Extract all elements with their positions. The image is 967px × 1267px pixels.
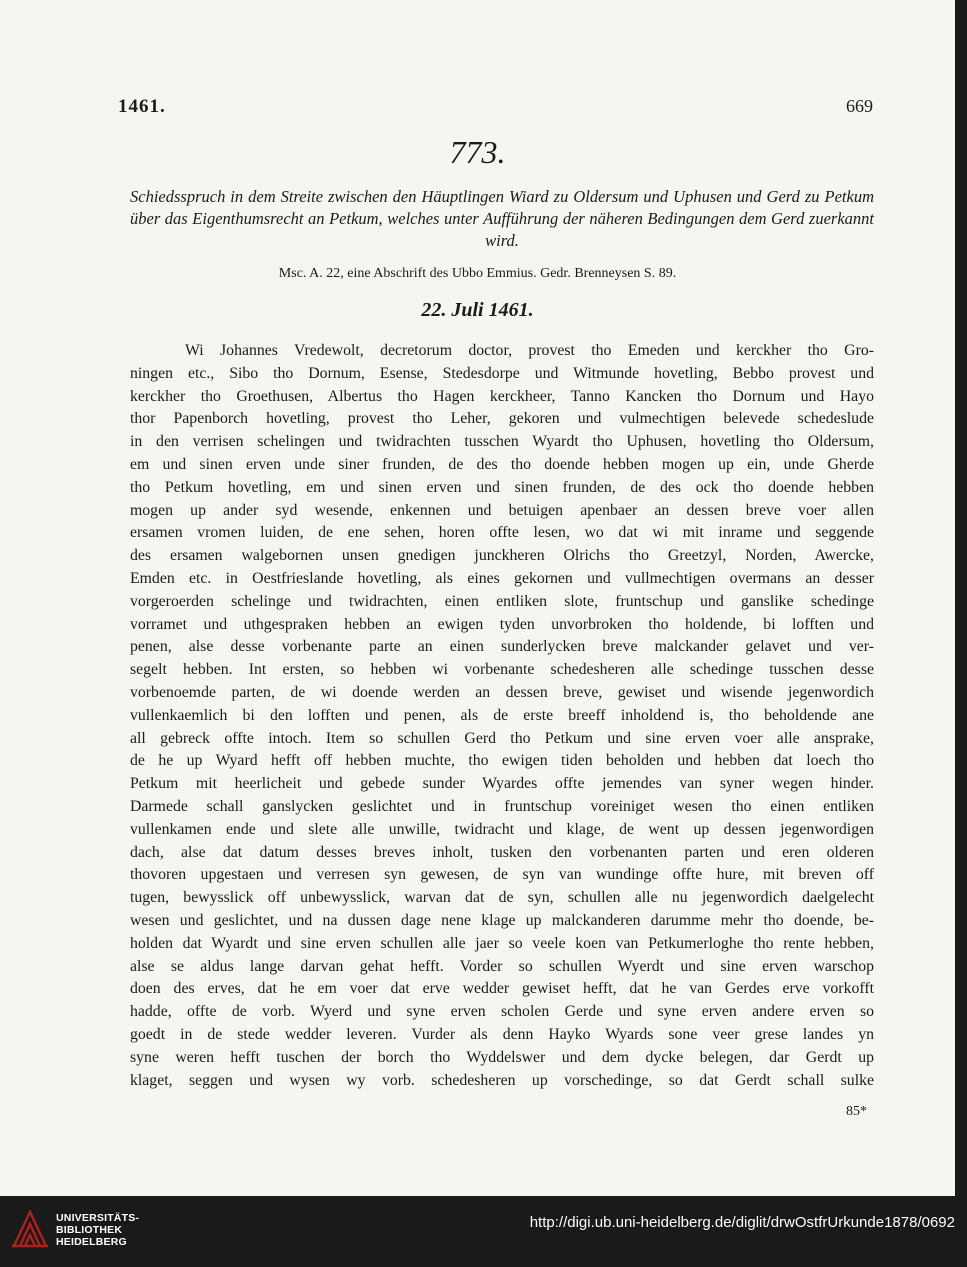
source-note: Msc. A. 22, eine Abschrift des Ubbo Emmius. Gedr. Brenneysen S. 89.: [278, 266, 677, 281]
body-line: des ersamen walgebornen unsen gnedigen junckheren Olrichs tho Greetzyl, Norden, Awercke,: [130, 547, 874, 565]
body-line: dach, alse dat datum desses breves inholt, tusken den vorbenanten parten und eren olderen: [130, 843, 874, 861]
page-number: 669: [846, 96, 873, 116]
body-line: syne weren hefft tuschen der borch tho Wyddelswer und dem dycke belegen, dar Gerdt up: [130, 1048, 874, 1066]
library-name-line: BIBLIOTHEK: [56, 1224, 123, 1236]
library-name-line: HEIDELBERG: [56, 1236, 127, 1248]
body-line: alse se aldus lange darvan gehat hefft. Vorder so schullen Wyerdt und sine erven warschop: [130, 957, 874, 975]
body-line: Emden etc. in Oestfrieslande hovetling, als eines gekornen und vullmechtigen overmans an desser: [130, 569, 874, 587]
sheet-signature: 85*: [846, 1104, 867, 1119]
body-line: Darmede schall ganslycken geslichtet und in fruntschup voreiniget wesen tho einen entliken: [130, 797, 874, 815]
body-line: holden dat Wyardt und sine erven schullen alle jaer so veele koen van Petkumerloghe tho rente hebben,: [130, 934, 874, 952]
body-line: ningen etc., Sibo tho Dornum, Esense, Stedesdorpe und Witmunde hovetling, Bebbo provest und: [130, 364, 874, 382]
body-line: mogen up ander syd wesende, enkennen und betuigen apenbaer an dessen breve voer allen: [130, 501, 874, 519]
body-line: vorgeroerden schelinge und twidrachten, einen entliken slote, fruntschup und ganslike schedinge: [130, 592, 874, 610]
body-line: vorbenoemde parten, de wi doende werden an dessen breve, gewiset und wisende jegenwordich: [130, 683, 874, 701]
body-line: wesen und geslichtet, und na dussen dage nene klage up malckanderen darumme mehr tho doende, be-: [130, 911, 874, 929]
body-line: doen des erves, dat he em voer dat erve wedder gewiset hefft, dat he van Gerdes erve vorkofft: [130, 980, 874, 998]
document-number: 773.: [449, 134, 506, 170]
body-line: thovoren upgestaen und verresen syn gewesen, de syn van wundinge offte hure, mit breven off: [130, 866, 874, 884]
body-line: klaget, seggen und wysen wy vorb. schedesheren up vorschedinge, so dat Gerdt schall sulke: [130, 1071, 874, 1089]
body-line: Petkum mit heerlicheit und gebede sunder Wyardes offte jemendes van syner wegen hinder.: [130, 775, 874, 793]
body-line: goedt in de stede wedder leveren. Vurder als denn Hayko Wyards sone veer grese landes yn: [130, 1025, 874, 1043]
library-logo-icon: [10, 1206, 50, 1250]
body-line: Wi Johannes Vredewolt, decretorum doctor, provest tho Emeden und kerckher tho Gro-: [185, 342, 874, 359]
body-line: segelt hebben. Int ersten, so hebben wi vorbenante schedesheren alle schedinge tusschen desse: [130, 661, 874, 679]
body-line: vorramet und uthgespraken hebben an ewigen tyden unvorbroken tho holdende, bi lofften und: [130, 615, 874, 633]
body-line: in den verrisen schelingen und twidrachten tusschen Wyardt tho Uphusen, hovetling tho Oldersum,: [130, 433, 874, 451]
body-line: tugen, bewysslick off unbewysslick, warvan dat de syn, schullen alle nu jegenwordich daelgelecht: [130, 889, 874, 907]
library-name-line: UNIVERSITÄTS-: [56, 1212, 140, 1224]
document-date: 22. Juli 1461.: [421, 299, 534, 321]
body-line: all gebreck offte intoch. Item so schullen Gerd tho Petkum und sine erven voer alle ansprake,: [130, 729, 874, 747]
body-line: ersamen vromen luiden, de ene sehen, horen offte lesen, wo dat wi mit inrame und seggende: [130, 524, 874, 542]
body-line: vullenkaemlich bi den lofften und penen, als de erste breeff inholdend is, tho beholdende ane: [130, 706, 874, 724]
source-url[interactable]: http://digi.ub.uni-heidelberg.de/diglit/drwOstfrUrkunde1878/0692: [529, 1214, 955, 1231]
body-line: kerckher tho Groethusen, Albertus tho Hagen kerckheer, Tanno Kancken tho Dornum und Hayo: [130, 387, 874, 405]
body-line: de he up Wyard hefft off hebben muchte, tho ewigen tiden beholden und hebben dat loech tho: [130, 752, 874, 770]
body-line: vullenkamen ende und slete alle unwille, twidracht und klage, de went up dessen jegenwordigen: [130, 820, 874, 838]
body-text: [130, 340, 874, 1092]
body-line: tho Petkum hovetling, em und sinen erven und sinen frunden, de des ock tho doende hebben: [130, 478, 874, 496]
running-head-year: 1461.: [118, 96, 166, 117]
body-line: em und sinen erven unde siner frunden, de des tho doende hebben mogen up ein, unde Gherde: [130, 455, 874, 473]
library-name: [56, 1212, 139, 1248]
body-line: penen, alse desse vorbenante parte an einen sunderlycken breve malckander gelavet und ver-: [130, 638, 874, 656]
document-title: Schiedsspruch in dem Streite zwischen den Häuptlingen Wiard zu Oldersum und Uphusen und Gerd zu Petkum über das Eigenthumsrecht an Petkum, welches unter Aufführung der näheren Bedingungen dem Gerd zuerkannt wird.: [130, 187, 874, 250]
body-line: hadde, offte de vorb. Wyerd und syne erven scholen Gerde und syne erven andere erven so: [130, 1003, 874, 1021]
body-line: thor Papenborch hovetling, provest tho Leher, gekoren und vulmechtigen belevede schedeslude: [130, 410, 874, 428]
